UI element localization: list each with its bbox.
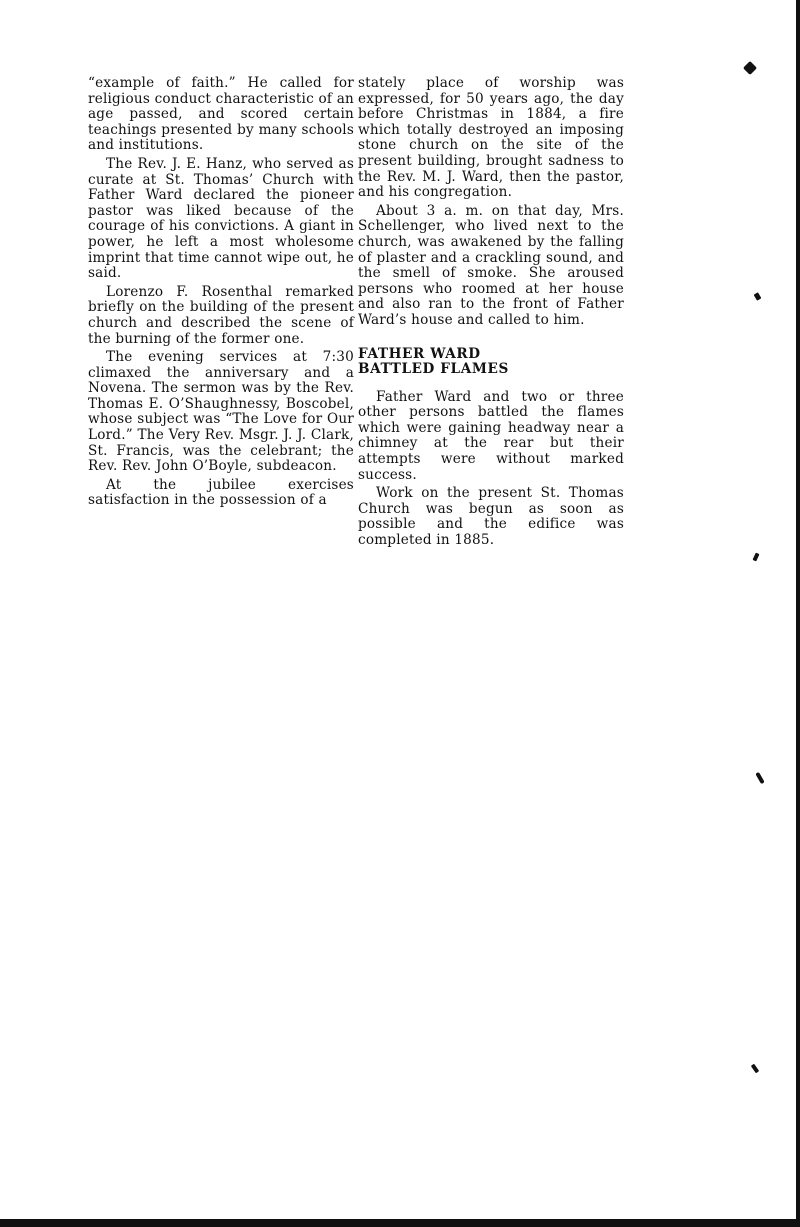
scan-mark-icon [752, 553, 759, 562]
paragraph: Work on the present St. Thomas Church was begun as soon as possible and the edifice was completed in 1885. [358, 485, 624, 549]
scan-border-right [796, 0, 800, 1227]
paragraph: “example of faith.” He called for religious conduct characteristic of an age passed, and scored certain teachings presented by many schools and institutions. [88, 75, 354, 154]
paragraph: Father Ward and two or three other persons battled the flames which were gaining headway near a chimney at the rear but their attempts were without marked success. [358, 388, 624, 483]
scan-mark-dot-icon [743, 61, 757, 75]
scan-mark-icon [755, 772, 764, 784]
paragraph: The evening services at 7:30 climaxed the anniversary and a Novena. The sermon was by the Rev. Thomas E. O’Shaughnessy, Boscobel, whose subject was “The Love for Our Lord.” The Very Rev. Msgr. J. J. Clark, St. Francis, was the celebrant; the Rev. Rev. John O’Boyle, subdeacon. [88, 349, 354, 475]
scan-mark-icon [754, 292, 762, 301]
scan-border-bottom [0, 1219, 800, 1227]
paragraph: The Rev. J. E. Hanz, who served as curate at St. Thomas’ Church with Father Ward declared the pioneer pastor was liked because of the courage of his convictions. A giant in power, he left a most wholesome imprint that time cannot wipe out, he said. [88, 155, 354, 282]
paragraph: Lorenzo F. Rosenthal remarked briefly on the building of the present church and described the scene of the burning of the former one. [88, 283, 354, 347]
paragraph: stately place of worship was expressed, for 50 years ago, the day before Christmas in 1884, a fire which totally destroyed an imposing stone church on the site of the present building, brought sadness to the Rev. M. J. Ward, then the pastor, and his congregation. [358, 75, 624, 201]
right-column [358, 76, 624, 549]
paragraph: At the jubilee exercises satisfaction in the possession of a [88, 476, 354, 509]
headline-line-2: BATTLED FLAMES [358, 361, 509, 378]
left-column [88, 76, 354, 509]
section-headline [358, 347, 624, 378]
paragraph: About 3 a. m. on that day, Mrs. Schellenger, who lived next to the church, was awakened by the falling of plaster and a crackling sound, and the smell of smoke. She aroused persons who roomed at her house and also ran to the front of Father Ward’s house and called to him. [358, 202, 624, 328]
scan-mark-icon [751, 1064, 759, 1074]
headline-line-1: FATHER WARD [358, 345, 481, 362]
